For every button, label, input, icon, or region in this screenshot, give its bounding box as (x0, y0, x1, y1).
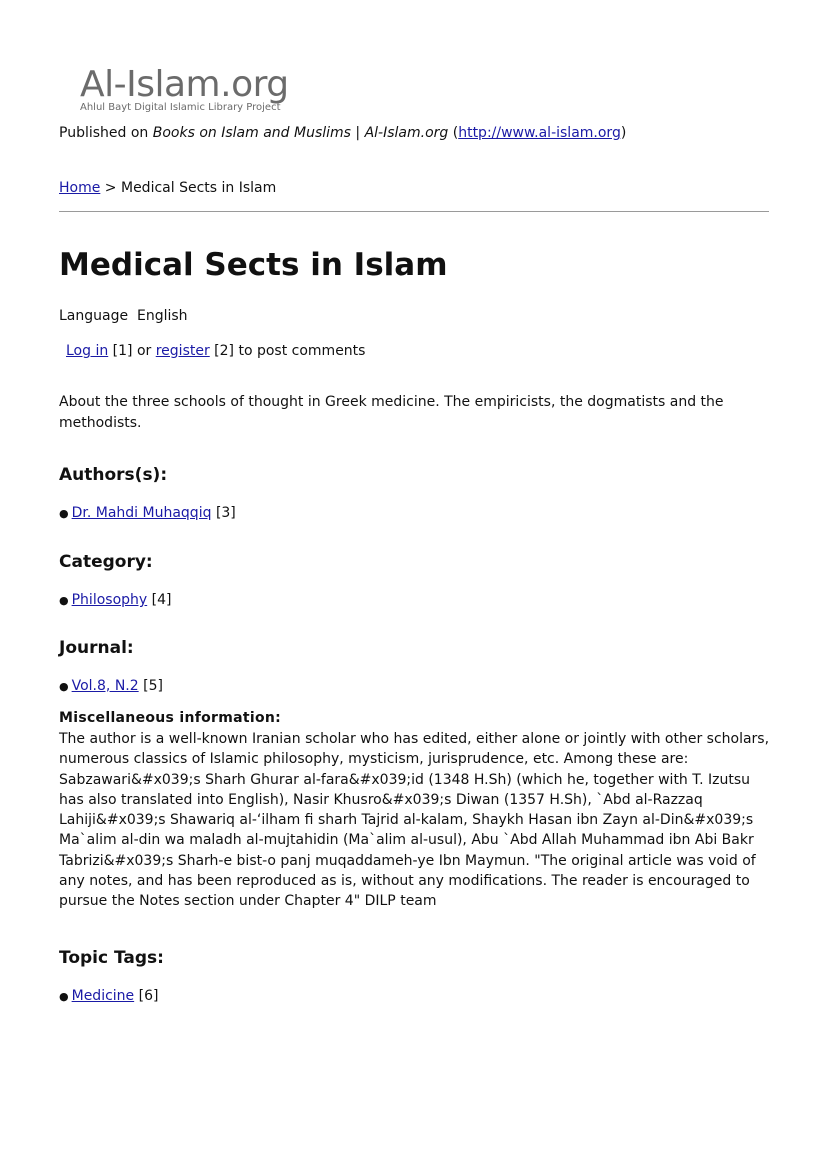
logo-brand: Al-Islam.org (80, 64, 289, 105)
breadcrumb-separator: > (100, 180, 121, 196)
logo-tagline: Ahlul Bayt Digital Islamic Library Project (80, 102, 281, 113)
breadcrumb-current: Medical Sects in Islam (120, 180, 277, 196)
misc-body: The author is a well-known Iranian scholar who has edited, either alone or jointly with other scholars, numerous classics of Islamic philosophy, mysticism, jurisprudence, etc. Among these are: Sabzawari&#x039;s Sharh Ghurar al-fara&#x039;id (1348 H.Sh) (which he, together with T. Izutsu has also translated into English), Nasir Khusro&#x039;s Diwan (1357 H.Sh), `Abd al-Razzaq Lahiji&#x039;s Shawariq al-‘ilham fi sharh Tajrid al-kalam, Shaykh Hasan ibn Zayn al-Din&#x039;s Ma`alim al-din wa maladh al-mujtahidin (Ma`alim al-usul), Abu `Abd Allah Muhammad ibn Abi Bakr Tabrizi&#x039;s Sharh-e bist-o panj muqaddameh-ye Ibn Maymun. "The original article was void of any notes, and has been reproduced as is, without any modifications. The reader is encouraged to pursue the Notes section under Chapter 4" DILP team (59, 731, 770, 910)
category-heading: Category: (59, 552, 153, 572)
journal-link[interactable]: Vol.8, N.2 (71, 678, 139, 694)
page-title: Medical Sects in Islam (59, 247, 448, 283)
language-value: English (137, 308, 188, 324)
category-ref: [4] (151, 592, 172, 608)
comment-login-row (66, 343, 365, 359)
published-line (59, 125, 626, 141)
breadcrumb (59, 180, 276, 196)
register-link[interactable]: register (155, 343, 210, 359)
list-item (59, 592, 171, 608)
breadcrumb-home-link[interactable]: Home (59, 180, 101, 196)
language-row (59, 308, 188, 324)
published-open-paren: ( (448, 125, 459, 141)
list-item (59, 988, 158, 1004)
divider (59, 211, 769, 212)
summary-text: About the three schools of thought in Greek medicine. The empiricists, the dogmatists and the methodists. (59, 394, 724, 431)
login-link[interactable]: Log in (66, 343, 109, 359)
published-prefix: Published on (59, 125, 153, 141)
login-ref: [1] or (108, 343, 156, 359)
site-logo[interactable] (80, 66, 312, 120)
journal-ref: [5] (143, 678, 163, 694)
list-item (59, 678, 163, 694)
tags-heading: Topic Tags: (59, 948, 164, 968)
bullet-icon: ● (59, 990, 69, 1003)
authors-heading: Authors(s): (59, 465, 168, 485)
category-link[interactable]: Philosophy (71, 592, 148, 608)
journal-heading: Journal: (59, 638, 134, 658)
author-link[interactable]: Dr. Mahdi Muhaqqiq (71, 505, 212, 521)
misc-heading: Miscellaneous information: (59, 710, 282, 726)
bullet-icon: ● (59, 594, 69, 607)
author-ref: [3] (215, 505, 236, 521)
published-close-paren: ) (620, 125, 627, 141)
list-item (59, 505, 236, 521)
bullet-icon: ● (59, 507, 69, 520)
site-url-link[interactable]: http://www.al-islam.org (458, 125, 621, 141)
bullet-icon: ● (59, 680, 69, 693)
register-ref: [2] to post comments (209, 343, 366, 359)
language-label: Language (59, 308, 129, 324)
tag-ref: [6] (138, 988, 159, 1004)
published-site: Books on Islam and Muslims | Al-Islam.org (152, 125, 449, 141)
tag-link[interactable]: Medicine (71, 988, 135, 1004)
